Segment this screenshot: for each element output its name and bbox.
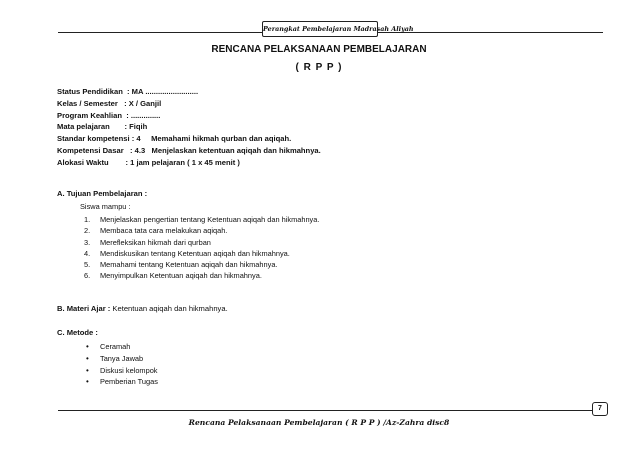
identity-standard: Standar kompetensi : 4 Memahami hikmah qurban dan aqiqah.: [57, 134, 292, 144]
identity-block: [57, 86, 321, 169]
document-subtitle: ( R P P ): [295, 62, 343, 73]
list-item: 4. Mendiskusikan tentang Ketentuan aqiqah dan hikmahnya.: [84, 248, 290, 258]
section-b-text: Ketentuan aqiqah dan hikmahnya.: [110, 304, 228, 313]
identity-program: Program Keahlian : ..............: [57, 110, 161, 120]
section-b: [57, 304, 228, 313]
section-a-title: A. Tujuan Pembelajaran :: [57, 189, 148, 198]
header-label: Perangkat Pembelajaran Madrasah Aliyah: [262, 21, 378, 37]
section-c-title: C. Metode :: [57, 328, 98, 337]
list-item: • Diskusi kelompok: [86, 365, 158, 375]
bullet-icon: •: [86, 365, 89, 375]
list-item: 6. Menyimpulkan Ketentuan aqiqah dan hikmahnya.: [84, 271, 262, 281]
bullet-icon: •: [86, 342, 89, 351]
bullet-icon: •: [86, 377, 89, 387]
list-item: • Tanya Jawab: [86, 353, 144, 363]
page-number: 7: [592, 402, 608, 416]
bullet-icon: •: [86, 353, 89, 363]
identity-class: Kelas / Semester : X / Ganjil: [57, 98, 162, 108]
footer-text: Rencana Pelaksanaan Pembelajaran ( R P P ) /Az-Zahra disc8: [188, 418, 450, 427]
list-item: • Ceramah: [86, 342, 131, 351]
list-item: 3. Merefleksikan hikmah dari qurban: [84, 237, 211, 247]
section-a-intro: Siswa mampu :: [80, 202, 131, 211]
footer-rule: [58, 410, 600, 411]
section-b-title: B. Materi Ajar :: [57, 304, 111, 313]
methods-list: [86, 341, 158, 388]
list-item: 1. Menjelaskan pengertian tentang Ketentuan aqiqah dan hikmahnya.: [84, 215, 320, 224]
identity-time: Alokasi Waktu : 1 jam pelajaran ( 1 x 45 menit ): [57, 157, 240, 167]
list-item: 2. Membaca tata cara melakukan aqiqah.: [84, 226, 228, 236]
identity-status: Status Pendidikan : MA .........................: [57, 87, 199, 96]
list-item: 5. Memahami tentang Ketentuan aqiqah dan hikmahnya.: [84, 260, 278, 270]
objectives-list: [84, 214, 319, 282]
identity-competency: Kompetensi Dasar : 4.3 Menjelaskan ketentuan aqiqah dan hikmahnya.: [57, 145, 321, 155]
document-title: RENCANA PELAKSANAAN PEMBELAJARAN: [211, 44, 427, 55]
identity-subject: Mata pelajaran : Fiqih: [57, 122, 148, 132]
list-item: • Pemberian Tugas: [86, 377, 158, 387]
